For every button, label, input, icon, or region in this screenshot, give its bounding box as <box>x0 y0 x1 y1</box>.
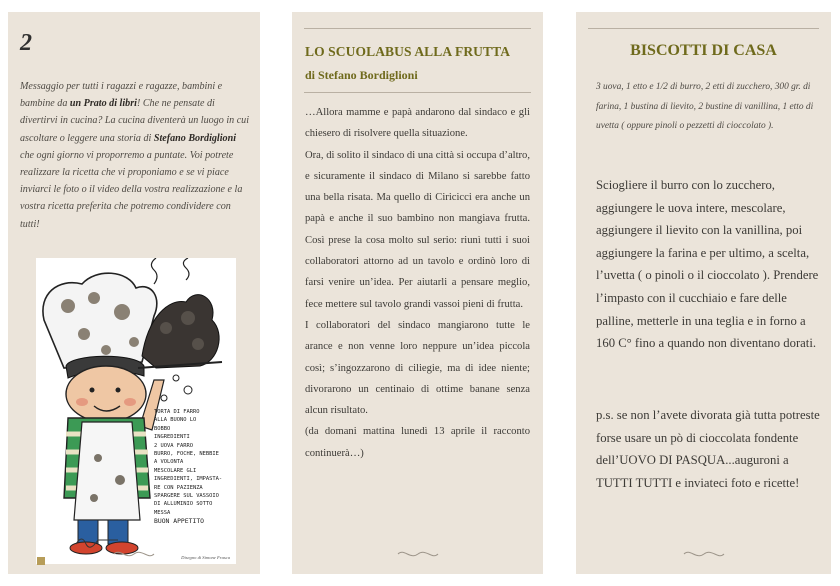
note-line: MESSA <box>154 509 171 516</box>
intro-text-1: Messaggio per tutti i ragazzi e ragazze, bambini e bambine da <box>20 81 223 110</box>
note-line: INGREDIENTI <box>154 434 190 441</box>
note-line: SPARGERE SUL VASSOIO <box>154 493 219 500</box>
right-panel <box>576 12 831 574</box>
note-line: BUON APPETITO <box>154 517 205 526</box>
note-line: INGREDIENTI, IMPASTA- <box>154 476 223 483</box>
story-author: di Stefano Bordiglioni <box>305 68 418 82</box>
page-number: 2 <box>20 30 32 56</box>
story-paragraph: I collaboratori del sindaco mangiarono tutte le arance e non venne loro neppure un’idea piccola così; s’ingozzarono di ciliegie, ma di idee niente; divorarono un centinaio di ottime banane senza alcun risultato. <box>305 319 530 417</box>
note-line: ALLA BUONO LO <box>154 417 197 424</box>
intro-bold-author: Stefano Bordiglioni <box>153 132 236 144</box>
story-paragraph: Ora, di solito il sindaco di una città si occupa d’altro, e sicuramente il sindaco di Milano si sarebbe fatto una bella risata. Ma quello di Ciricicci era anche un papà e anche il suo bambino non mangiava frutta. Così prese la cosa molto sul serio: riunì tutti i suoi collaboratori attorno ad un tavolo e ordinò loro di farsi venire un’idea. Per aiutarli a pensare meglio, fece mettere sul tavolo grandi vassoi pieni di frutta. <box>305 149 530 310</box>
illustration-credit: Disegno di Simone Frasca <box>181 555 230 560</box>
note-line: TORTA DI FARRO <box>154 409 200 415</box>
note-line: A VOLONTA <box>154 459 184 466</box>
note-line: BURRO, FOCHE, NEBBIE <box>154 451 219 458</box>
intro-text-2: ! Che ne pensate di divertirvi in cucina? La cucina diventerà un luogo in cui ascoltare o leggere una storia di <box>20 98 250 144</box>
intro-bold-prato: un Prato di libri <box>69 98 137 110</box>
story-paragraph: (da domani mattina lunedì 13 aprile il racconto continuerà…) <box>305 426 530 459</box>
middle-panel <box>292 12 543 574</box>
flourish-ornament <box>396 548 440 560</box>
top-rule <box>304 28 531 29</box>
recipe-title: BISCOTTI DI CASA <box>630 42 777 59</box>
note-line: MESCOLARE GLI <box>154 467 197 474</box>
top-rule <box>588 28 819 29</box>
corner-mark <box>37 557 45 565</box>
story-paragraph: …Allora mamme e papà andarono dal sindaco e gli chiesero di risolvere quella situazione. <box>305 107 530 140</box>
intro-text-3: che ogni giorno vi proporremo a puntate. Voi potrete realizzare la ricetta che vi proponiamo e se vi piace inviarci le foto o il video della vostra realizzazione e la vostra ricetta preferita che potremo condividere con tutti! <box>20 149 243 230</box>
note-line: DI ALLUMINIO SOTTO <box>154 501 213 508</box>
note-line: RE CON PAZIENZA <box>154 484 203 491</box>
flourish-ornament <box>682 548 726 560</box>
left-panel <box>8 12 260 574</box>
flourish-ornament <box>112 548 156 560</box>
recipe-postscript: p.s. se non l’avete divorata già tutta potreste forse usare un pò di cioccolata fondente dell’UOVO DI PASQUA...auguroni a TUTTI TUTTI e inviateci foto e ricette! <box>596 408 820 490</box>
story-title: LO SCUOLABUS ALLA FRUTTA <box>305 44 511 59</box>
title-rule <box>304 92 531 93</box>
recipe-instructions: Sciogliere il burro con lo zucchero, aggiungere le uova intere, mescolare, aggiungere il lievito con la vanillina, poi aggiungere la farina e per ultimo, a scelta, l’uvetta ( o pinoli o il cioccolato ). Prendere l’impasto con il cucchiaio e fare delle palline, metterle in una teglia e in forno a 160 C° fino a quando non diventano dorati. <box>596 178 819 351</box>
intro-message <box>20 78 252 233</box>
recipe-note <box>154 408 236 526</box>
chef-boy-illustration <box>36 258 236 564</box>
story-text <box>305 102 530 464</box>
note-line: 2 UOVA FARRO <box>154 442 193 449</box>
note-line: BOBBO <box>154 425 171 432</box>
recipe-ingredients: 3 uova, 1 etto e 1/2 di burro, 2 etti di zucchero, 300 gr. di farina, 1 bustina di lievito, 2 bustine di vanillina, 1 etto di uvetta ( oppure pinoli o pezzetti di cioccolato ). <box>596 82 814 131</box>
